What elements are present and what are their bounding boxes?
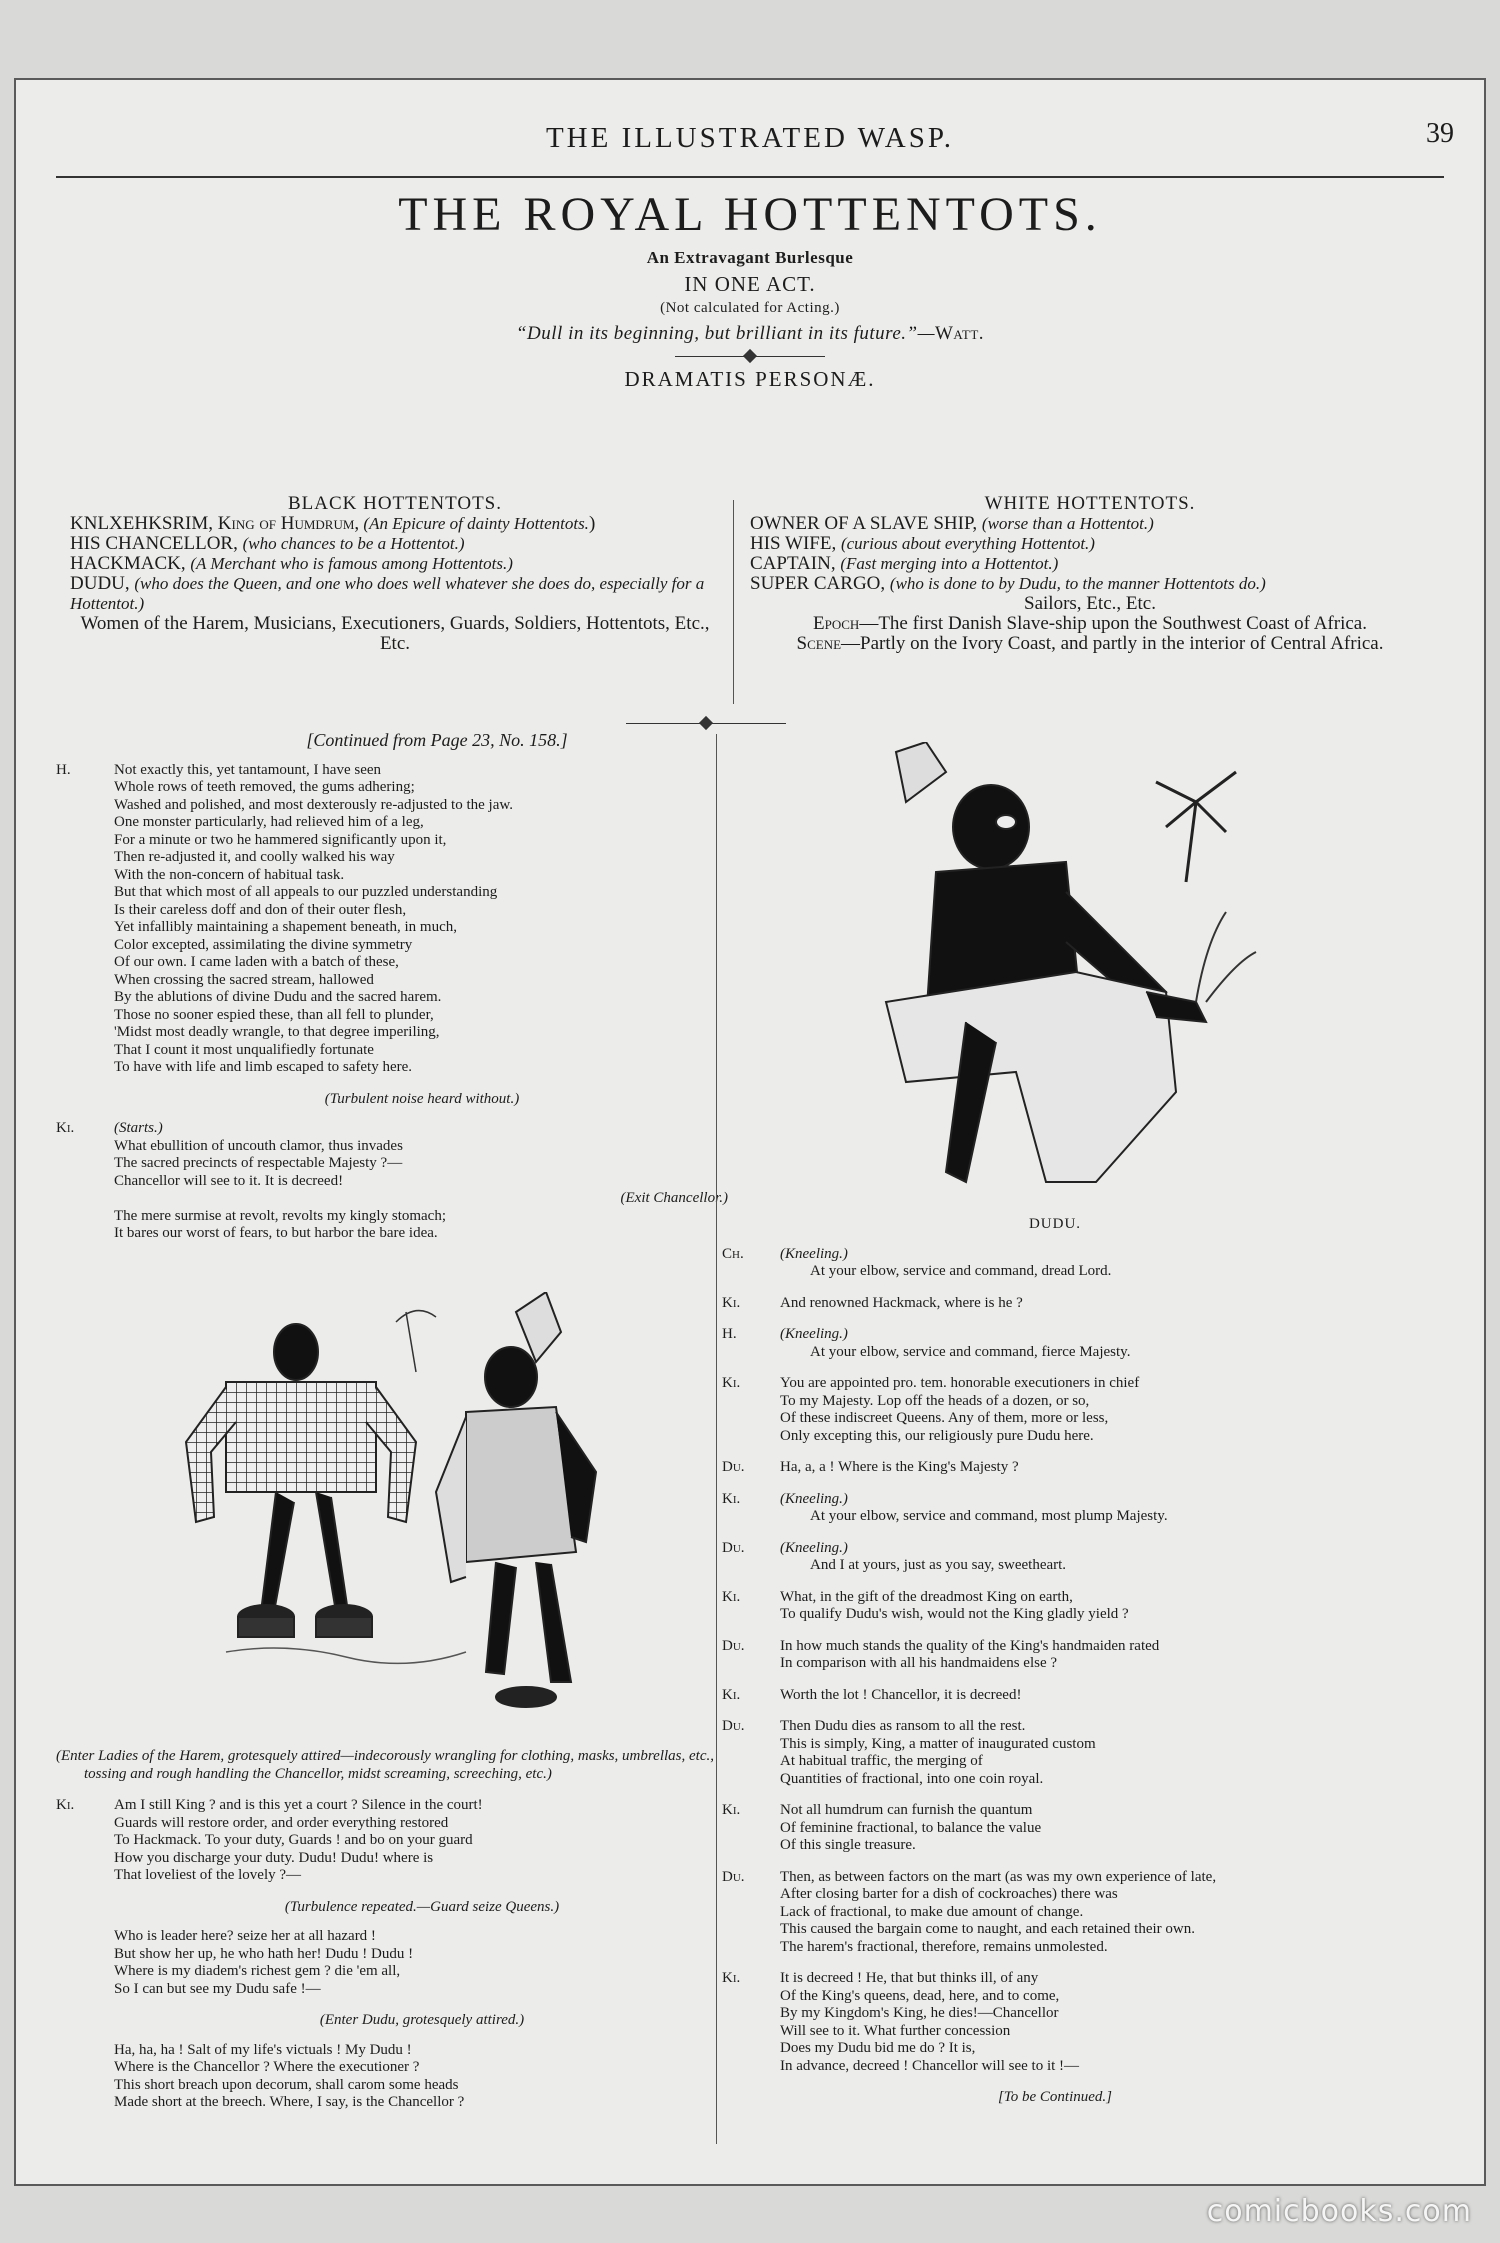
verse-line: Color excepted, assimilating the divine symmetry — [114, 936, 413, 953]
speech — [722, 1459, 1388, 1477]
epigraph — [56, 323, 1444, 345]
verse-line: After closing barter for a dish of cockroaches) there was — [780, 1886, 1118, 1902]
verse-line: Worth the lot ! Chancellor, it is decreed! — [780, 1686, 1022, 1703]
verse-line: Where is the Chancellor ? Where the executioner ? — [114, 2059, 420, 2075]
page-number: 39 — [1426, 118, 1454, 149]
verse-line: In advance, decreed ! Chancellor will see to it !— — [780, 2057, 1080, 2074]
speaker: Ki. — [722, 1686, 741, 1703]
acting-note: (Not calculated for Acting.) — [660, 300, 840, 317]
right-column — [722, 1216, 1388, 2107]
ornament-divider — [675, 351, 825, 361]
speech — [722, 1638, 1388, 1673]
header-rule — [56, 176, 1444, 178]
cast-entry: KNLXEHKSRIM, King of Humdrum, (An Epicure of dainty Hottentots.) — [70, 513, 596, 534]
verse-line: Am I still King ? and is this yet a court ? Silence in the court! — [114, 1797, 483, 1813]
speech — [722, 1589, 1388, 1624]
article-subtitle: An Extravagant Burlesque — [646, 248, 854, 268]
verse-line: Lack of fractional, to make due amount of change. — [780, 1903, 1084, 1920]
stage-direction: (Enter Ladies of the Harem, grotesquely attired—indecorously wrangling for clothing, masks, umbrellas, etc., tossing and rough handling the Chancellor, midst screaming, screeching, etc.) — [56, 1748, 714, 1782]
speaker: Ki. — [56, 1120, 75, 1136]
verse-line: This is simply, King, a matter of inaugurated custom — [780, 1735, 1096, 1752]
verse-line: 'Midst most deadly wrangle, to that degree imperiling, — [114, 1024, 440, 1040]
speech-ki-cont — [56, 2042, 728, 2112]
speaker: Du. — [722, 1459, 745, 1475]
speech-ki — [56, 1120, 728, 1243]
plumed-figure — [436, 1292, 596, 1707]
verse-line: Does my Dudu bid me do ? It is, — [780, 2040, 976, 2056]
verse-line: One monster particularly, had relieved him of a leg, — [114, 814, 424, 830]
stage-direction: (Kneeling.) — [780, 1245, 848, 1262]
article-title: THE ROYAL HOTTENTOTS. — [398, 188, 1102, 241]
verse-line: And I at yours, just as you say, sweetheart. — [810, 1557, 1067, 1573]
verse-line: This short breach upon decorum, shall carom some heads — [114, 2076, 459, 2093]
stage-direction: (Turbulence repeated.—Guard seize Queens.) — [284, 1898, 560, 1915]
speech — [722, 1869, 1388, 1957]
verse-line: To have with life and limb escaped to safety here. — [114, 1059, 413, 1075]
speech-ki-cont — [56, 1928, 728, 1998]
ornament-divider — [626, 718, 786, 728]
speaker: Ki. — [722, 1294, 741, 1311]
cast-entry: HIS WIFE, (curious about everything Hottentot.) — [750, 533, 1095, 554]
column-divider — [716, 734, 717, 2144]
black-hottentots-list — [70, 494, 720, 654]
verse-line: It bares our worst of fears, to but harbor the bare idea. — [114, 1225, 438, 1241]
verse-line: At habitual traffic, the merging of — [780, 1753, 983, 1769]
stage-direction: (Enter Dudu, grotesquely attired.) — [319, 2012, 525, 2028]
continued-note: [Continued from Page 23, No. 158.] — [306, 730, 568, 750]
verse-line: Ha, ha, ha ! Salt of my life's victuals ! My Dudu ! — [114, 2041, 412, 2058]
act-label: IN ONE ACT. — [684, 272, 816, 297]
verse-line: Who is leader here? seize her at all hazard ! — [114, 1928, 376, 1944]
verse-line: What ebullition of uncouth clamor, thus invades — [114, 1137, 403, 1154]
verse-line: For a minute or two he hammered significantly upon it, — [114, 831, 447, 848]
verse-line: That I count it most unqualifiedly fortunate — [114, 1041, 374, 1058]
speech — [722, 1718, 1388, 1788]
verse-line: This caused the bargain come to naught, and each retained their own. — [780, 1921, 1195, 1937]
verse-line: How you discharge your duty. Dudu! Dudu! where is — [114, 1849, 434, 1866]
speaker: Ki. — [56, 1797, 75, 1813]
verse-line: But show her up, he who hath her! Dudu ! Dudu ! — [114, 1945, 414, 1962]
speaker: Ki. — [722, 1588, 741, 1605]
verse-line: Chancellor will see to it. It is decreed! — [114, 1172, 344, 1189]
verse-line: Of these indiscreet Queens. Any of them, more or less, — [780, 1410, 1109, 1426]
verse-line: Made short at the breech. Where, I say, is the Chancellor ? — [114, 2094, 465, 2110]
verse-line: At your elbow, service and command, most plump Majesty. — [810, 1508, 1168, 1524]
verse-line: Not exactly this, yet tantamount, I have seen — [114, 761, 382, 778]
verse-line: Ha, a, a ! Where is the King's Majesty ? — [780, 1459, 1019, 1475]
verse-line: That loveliest of the lovely ?— — [114, 1867, 302, 1883]
verse-line: By the ablutions of divine Dudu and the sacred harem. — [114, 989, 442, 1005]
speech — [722, 1375, 1388, 1445]
cast-extras: Women of the Harem, Musicians, Executioners, Guards, Soldiers, Hottentots, Etc., Etc. — [80, 613, 710, 654]
stage-direction: (Kneeling.) — [780, 1490, 848, 1507]
verse-line: Then re-adjusted it, and coolly walked his way — [114, 849, 395, 865]
verse-line: In how much stands the quality of the King's handmaiden rated — [780, 1637, 1160, 1654]
speaker: H. — [722, 1326, 737, 1342]
verse-line: Then, as between factors on the mart (as was my own experience of late, — [780, 1868, 1217, 1885]
speech — [722, 1540, 1388, 1575]
verse-line: In comparison with all his handmaidens else ? — [780, 1655, 1058, 1671]
stage-direction: (Starts.) — [114, 1120, 163, 1136]
verse-line: Guards will restore order, and order everything restored — [114, 1814, 449, 1831]
verse-line: Whole rows of teeth removed, the gums adhering; — [114, 779, 415, 795]
site-watermark: comicbooks.com — [1206, 2194, 1472, 2229]
illustration-dudu — [866, 742, 1296, 1212]
title-block — [56, 184, 1444, 392]
verse-line: The mere surmise at revolt, revolts my kingly stomach; — [114, 1207, 447, 1224]
speaker: Ki. — [722, 1802, 741, 1818]
dramatis-personae-heading: DRAMATIS PERSONÆ. — [624, 367, 876, 392]
verse-line: Then Dudu dies as ransom to all the rest. — [780, 1718, 1026, 1734]
ground-scribble — [226, 1648, 466, 1663]
stage-direction: (Kneeling.) — [780, 1539, 848, 1556]
verse-line: Of the King's queens, dead, here, and to come, — [780, 1987, 1060, 2004]
verse-line: To Hackmack. To your duty, Guards ! and bo on your guard — [114, 1832, 473, 1848]
verse-line: Of feminine fractional, to balance the value — [780, 1819, 1042, 1836]
epoch-line: Epoch—The first Danish Slave-ship upon the Southwest Coast of Africa. — [813, 613, 1367, 634]
cast-entry: DUDU, (who does the Queen, and one who does well whatever she does do, especially for a Hottentot.) — [70, 573, 705, 613]
speech — [722, 1326, 1388, 1361]
speaker: Du. — [722, 1637, 745, 1654]
verse-line: Yet infallibly maintaining a shapement beneath, in much, — [114, 919, 457, 935]
epigraph-author: Watt. — [935, 323, 985, 345]
speaker: H. — [56, 761, 71, 778]
speech-ki — [56, 1797, 728, 1885]
illustration-caption: DUDU. — [1028, 1216, 1082, 1232]
verse-line: The harem's fractional, therefore, remains unmolested. — [780, 1938, 1108, 1955]
dudu-figure — [886, 742, 1206, 1182]
speech — [722, 1802, 1388, 1855]
cast-entry: OWNER OF A SLAVE SHIP, (worse than a Hottentot.) — [750, 513, 1154, 534]
verse-line: Quantities of fractional, into one coin royal. — [780, 1770, 1044, 1787]
speech-h — [56, 762, 728, 1077]
verse-line: The sacred precincts of respectable Majesty ?— — [114, 1155, 403, 1171]
black-hottentots-heading: BLACK HOTTENTOTS. — [287, 493, 503, 514]
left-column — [56, 732, 728, 1257]
speaker: Ki. — [722, 1375, 741, 1391]
speech — [722, 1491, 1388, 1526]
white-hottentots-heading: WHITE HOTTENTOTS. — [984, 493, 1196, 514]
cast-entry: SUPER CARGO, (who is done to by Dudu, to the manner Hottentots do.) — [750, 573, 1266, 594]
epigraph-text: “Dull in its beginning, but brilliant in its future.”— — [515, 323, 935, 345]
verse-line: Only excepting this, our religiously pure Dudu here. — [780, 1427, 1094, 1444]
cast-entry: HIS CHANCELLOR, (who chances to be a Hottentot.) — [70, 533, 465, 554]
verse-line: Not all humdrum can furnish the quantum — [780, 1802, 1033, 1818]
speech — [722, 1295, 1388, 1313]
verse-line: Washed and polished, and most dexterously re-adjusted to the jaw. — [114, 796, 513, 813]
cast-extras: Sailors, Etc., Etc. — [1024, 593, 1156, 614]
speaker: Ki. — [722, 1970, 741, 1986]
speaker: Du. — [722, 1718, 745, 1734]
white-hottentots-list — [750, 494, 1430, 654]
cast-entry: HACKMACK, (A Merchant who is famous among Hottentots.) — [70, 553, 513, 574]
verse-line: With the non-concern of habitual task. — [114, 866, 345, 883]
speaker: Du. — [722, 1868, 745, 1885]
verse-line: Will see to it. What further concession — [780, 2022, 1011, 2039]
verse-line: Of this single treasure. — [780, 1837, 916, 1853]
speech — [722, 1970, 1388, 2075]
to-be-continued: [To be Continued.] — [997, 2089, 1113, 2105]
checked-coat-figure — [186, 1324, 416, 1637]
verse-line: But that which most of all appeals to our puzzled understanding — [114, 884, 498, 900]
left-column-lower — [56, 1740, 728, 2126]
cast-divider — [733, 500, 734, 704]
speaker: Ch. — [722, 1245, 744, 1262]
cast-list — [56, 494, 1444, 702]
verse-line: To qualify Dudu's wish, would not the King gladly yield ? — [780, 1606, 1129, 1622]
verse-line: At your elbow, service and command, fierce Majesty. — [810, 1343, 1131, 1360]
palm-frond — [1156, 772, 1236, 882]
magazine-page — [14, 78, 1486, 2186]
stage-direction: (Turbulent noise heard without.) — [324, 1090, 520, 1107]
verse-line: It is decreed ! He, that but thinks ill, of any — [780, 1970, 1039, 1986]
verse-line: What, in the gift of the dreadmost King on earth, — [780, 1588, 1073, 1605]
verse-line: Is their careless doff and don of their outer flesh, — [114, 901, 407, 918]
speaker: Du. — [722, 1539, 745, 1556]
verse-line: To my Majesty. Lop off the heads of a dozen, or so, — [780, 1392, 1090, 1409]
exit-direction: (Exit Chancellor.) — [620, 1190, 728, 1206]
verse-line: At your elbow, service and command, dread Lord. — [810, 1263, 1112, 1279]
verse-line: Where is my diadem's richest gem ? die 'em all, — [114, 1963, 401, 1979]
cast-entry: CAPTAIN, (Fast merging into a Hottentot.) — [750, 553, 1059, 574]
palm-sketch — [396, 1311, 436, 1372]
verse-line: When crossing the sacred stream, hallowed — [114, 971, 374, 988]
verse-line: And renowned Hackmack, where is he ? — [780, 1294, 1023, 1311]
plant-leaves — [1196, 912, 1256, 1002]
stage-direction: (Kneeling.) — [780, 1326, 848, 1342]
verse-line: So I can but see my Dudu safe !— — [114, 1980, 321, 1997]
verse-line: Of our own. I came laden with a batch of these, — [114, 954, 399, 970]
speech — [722, 1246, 1388, 1281]
scene-line: Scene—Partly on the Ivory Coast, and partly in the interior of Central Africa. — [796, 633, 1384, 654]
speaker: Ki. — [722, 1490, 741, 1507]
verse-line: Those no sooner espied these, than all fell to plunder, — [114, 1006, 434, 1023]
running-head: THE ILLUSTRATED WASP. — [545, 122, 955, 154]
verse-line: By my Kingdom's King, he dies!—Chancellor — [780, 2005, 1059, 2021]
speech — [722, 1687, 1388, 1705]
illustration-two-figures — [166, 1292, 726, 1732]
verse-line: You are appointed pro. tem. honorable executioners in chief — [780, 1375, 1140, 1391]
